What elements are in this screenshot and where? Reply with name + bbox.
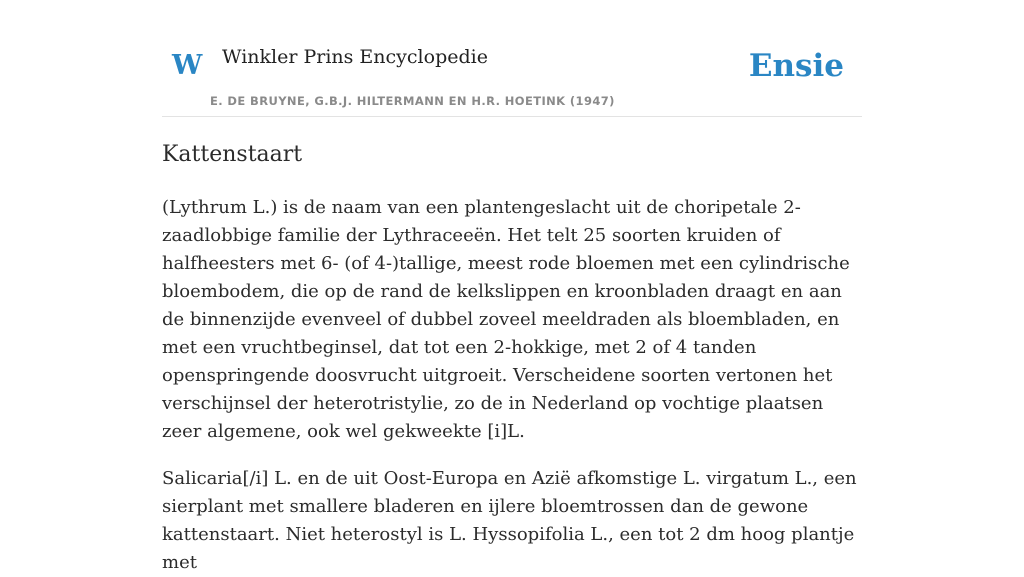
site-header <box>162 0 862 117</box>
ensie-logo-link[interactable]: Ensie <box>748 48 844 84</box>
publication-title[interactable]: Winkler Prins Encyclopedie <box>222 46 488 68</box>
publication-logo[interactable]: W <box>172 50 203 81</box>
article <box>162 140 862 577</box>
publication-authors: E. DE BRUYNE, G.B.J. HILTERMANN EN H.R. HOETINK (1947) <box>210 94 615 108</box>
article-title: Kattenstaart <box>162 142 303 167</box>
article-paragraph: (Lythrum L.) is de naam van een plantengeslacht uit de choripetale 2-zaadlobbige familie der Lythraceeën. Het telt 25 soorten kruiden of halfheesters met 6- (of 4-)tallige, meest rode bloemen met een cylindrische bloembodem, die op de rand de kelkslippen en kroonbladen draagt en aan de binnenzijde evenveel of dubbel zoveel meeldraden als bloembladen, en met een vruchtbeginsel, dat tot een 2-hokkige, met 2 of 4 tanden openspringende doosvrucht uitgroeit. Verscheidene soorten vertonen het verschijnsel der heterotristylie, zo de in Nederland op vochtige plaatsen zeer algemene, ook wel gekweekte [i]L. <box>162 197 850 442</box>
article-paragraph: Salicaria[/i] L. en de uit Oost-Europa en Azië afkomstige L. virgatum L., een sierplant met smallere bladeren en ijlere bloemtrossen dan de gewone kattenstaart. Niet heterostyl is L. Hyssopifolia L., een tot 2 dm hoog plantje met <box>162 468 857 573</box>
